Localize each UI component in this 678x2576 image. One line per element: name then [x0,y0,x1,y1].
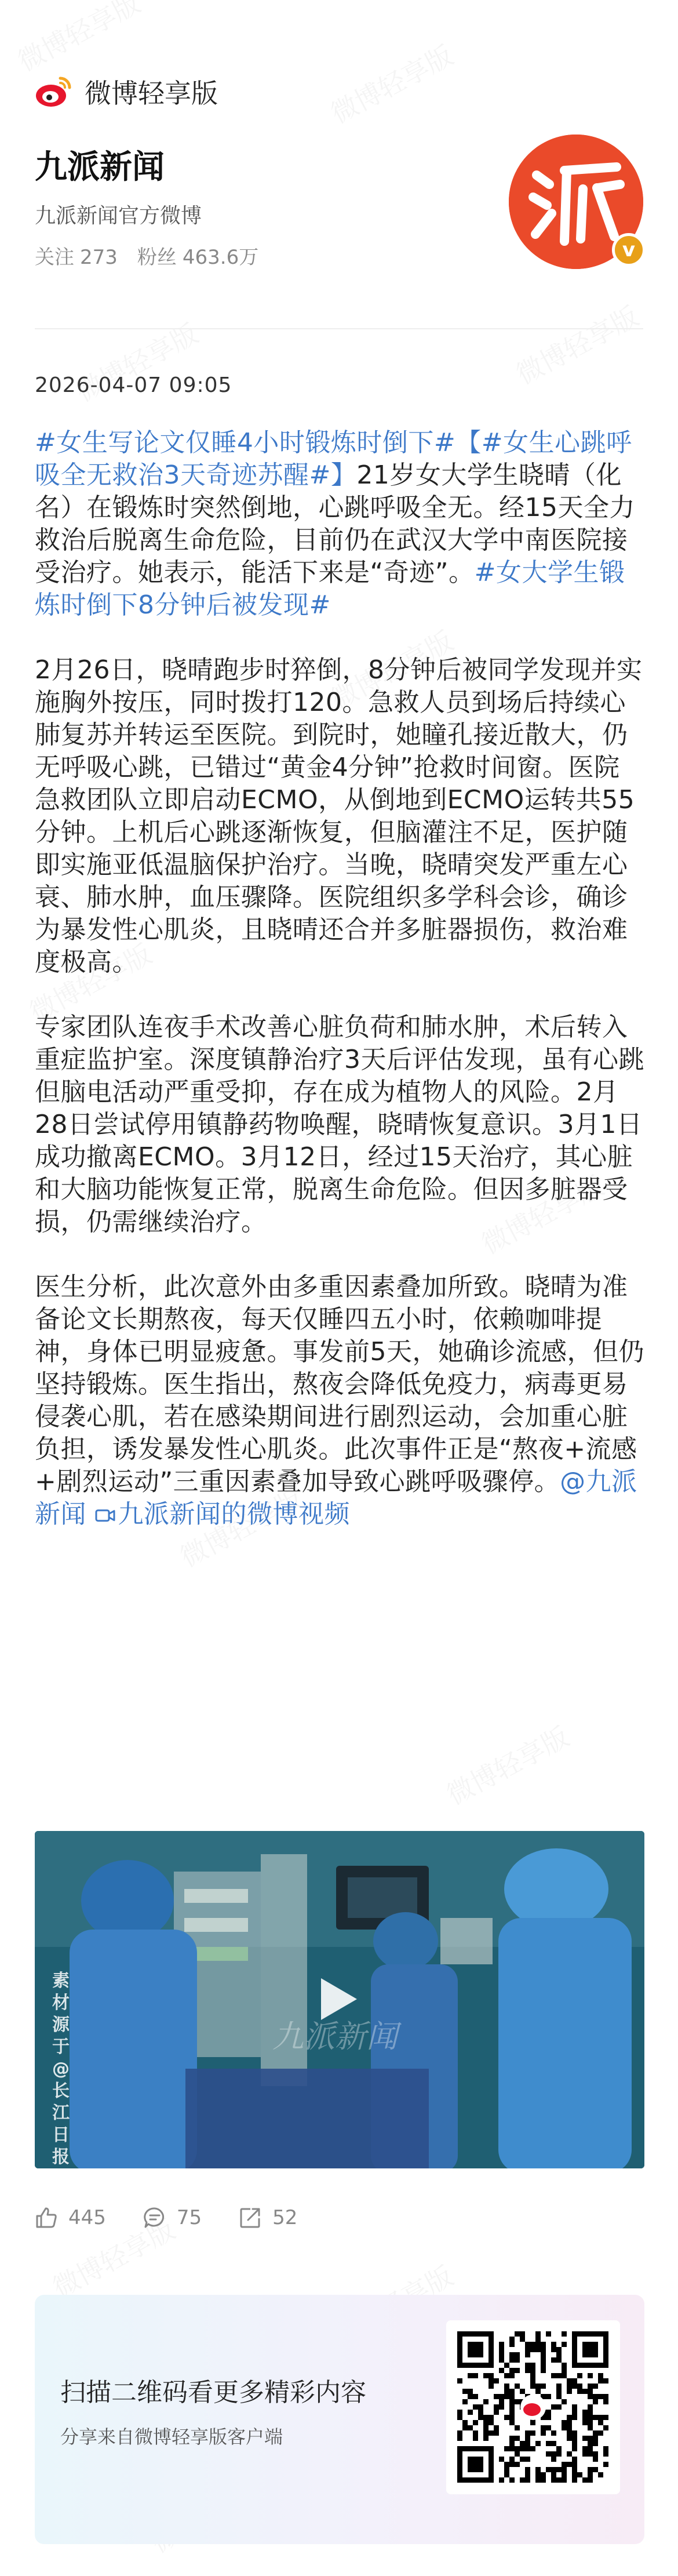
watermark [10,0,146,79]
divider [35,328,643,329]
topic-link[interactable]: 【#女生心跳呼吸全无救治3天奇迹苏醒#】 [35,428,632,490]
video-link-label: 九派新闻的微博视频 [118,1499,350,1529]
following-count: 273 [80,246,118,269]
topic-link[interactable]: #女大学生锻炼时倒下8分钟后被发现# [35,558,625,620]
action-bar [35,2200,334,2235]
comment-icon [143,2206,166,2229]
video-camera-icon [95,1507,116,1524]
app-title: 微博轻享版 [85,78,218,109]
video-watermark: 九派新闻 [272,2018,398,2055]
post-paragraph-2: 2月26日，晓晴跑步时猝倒，8分钟后被同学发现并实施胸外按压，同时拨打120。急救人员到场后持续心肺复苏并转运至医院。到院时，她瞳孔接近散大，仍无呼吸心跳，已错过“黄金4分钟”抢救时间窗。医院急救团队立即启动ECMO，从倒地到ECMO运转共55分钟。上机后心跳逐渐恢复，但脑灌注不足，医护随即实施亚低温脑保护治疗。当晚，晓晴突发严重左心衰、肺水肿，血压骤降。医院组织多学科会诊，确诊为暴发性心肌炎，且晓晴还合并多脏器损伤，救治难度极高。 [35,655,643,977]
author-description: 九派新闻官方微博 [35,204,202,228]
post-paragraph-1 [35,427,644,622]
qr-code[interactable] [446,2320,620,2494]
post-content [35,427,644,1531]
like-count: 445 [68,2206,106,2229]
share-icon [239,2206,262,2229]
video-link[interactable] [95,1499,351,1529]
watermark [509,296,644,392]
weibo-logo-icon [35,75,73,108]
repost-button[interactable] [239,2206,297,2229]
thumbs-up-icon [35,2206,58,2229]
video-source-caption: 素材源于@长江日报 [52,1971,70,2167]
following-label: 关注 [35,246,74,269]
author-profile[interactable] [35,135,643,279]
like-button[interactable] [35,2206,106,2229]
followers-label: 粉丝 [137,246,177,269]
qr-code-image [446,2320,620,2494]
followers-count: 463.6万 [182,246,259,269]
verified-badge-icon: v [612,233,646,267]
topic-link[interactable]: #女生写论文仅睡4小时锻炼时倒下# [35,428,456,457]
repost-count: 52 [272,2206,298,2229]
comment-button[interactable] [143,2206,202,2229]
qr-subtitle: 分享来自微博轻享版客户端 [60,2426,283,2448]
qr-title: 扫描二维码看更多精彩内容 [60,2378,366,2407]
post-paragraph-3: 专家团队连夜手术改善心脏负荷和肺水肿，术后转入重症监护室。深度镇静治疗3天后评估发现，虽有心跳但脑电活动严重受抑，存在成为植物人的风险。2月28日尝试停用镇静药物唤醒，晓晴恢复意识。3月1日成功撤离ECMO。3月12日，经过15天治疗，其心脏和大脑功能恢复正常，脱离生命危险。但因多脏器受损，仍需继续治疗。 [35,1012,644,1237]
author-name[interactable]: 九派新闻 [35,148,165,186]
comment-count: 75 [176,2206,202,2229]
paragraph-text: 医生分析，此次意外由多重因素叠加所致。晓晴为准备论文长期熬夜，每天仅睡四五小时，依赖咖啡提神，身体已明显疲惫。事发前5天，她确诊流感，但仍坚持锻炼。医生指出，熬夜会降低免疫力，病毒更易侵袭心肌，若在感染期间进行剧烈运动，会加重心脏负担，诱发暴发性心肌炎。此次事件正是“熬夜+流感+剧烈运动”三重因素叠加导致心跳呼吸骤停。 [35,1272,644,1496]
watermark [439,1716,575,1812]
video-player[interactable] [35,1831,644,2168]
post-paragraph-4 [35,1271,644,1531]
qr-promo-card [35,2295,644,2544]
post-date: 2026-04-07 09:05 [35,373,232,397]
paragraph-text: 21岁女大学生晓晴（化名）在锻炼时突然倒地，心跳呼吸全无。经15天全力救治后脱离生命危险，目前仍在武汉大学中南医院接受治疗。她表示，能活下来是“奇迹”。 [35,460,635,587]
watermark [323,35,459,131]
app-header [35,68,218,115]
author-stats [35,241,264,270]
mention-link[interactable]: @九派新闻 [35,1467,637,1529]
